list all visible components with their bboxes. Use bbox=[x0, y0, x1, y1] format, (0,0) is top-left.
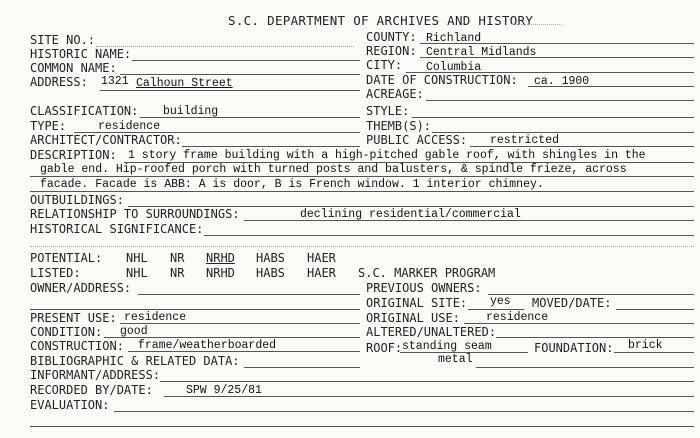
classification-line bbox=[140, 117, 360, 118]
section-divider bbox=[30, 246, 694, 247]
historical-significance-line bbox=[204, 235, 694, 236]
public-access-line bbox=[470, 146, 694, 147]
description-line-2: gable end. Hip-roofed porch with turned posts and balusters, & spindle frieze, across bbox=[40, 163, 627, 176]
original-site-line bbox=[468, 309, 524, 310]
relationship-value: declining residential/commercial bbox=[300, 208, 521, 221]
owner-address-line bbox=[138, 294, 360, 295]
potential-haer: HAER bbox=[307, 251, 336, 265]
foundation-line bbox=[614, 352, 694, 353]
listed-nhl: NHL bbox=[126, 266, 148, 280]
potential-nr: NR bbox=[170, 251, 185, 265]
common-name-line bbox=[120, 74, 360, 75]
site-no-line bbox=[96, 46, 354, 47]
listed-nrhd: NRHD bbox=[206, 266, 235, 280]
architect-line bbox=[182, 146, 360, 147]
county-line bbox=[420, 43, 694, 44]
original-site-value: yes bbox=[490, 295, 511, 308]
acreage-label: ACREAGE: bbox=[366, 87, 424, 101]
bibliographic-line-2 bbox=[476, 367, 694, 368]
site-no-label: SITE NO.: bbox=[30, 33, 96, 47]
description-rule-3 bbox=[30, 191, 694, 192]
present-use-line bbox=[120, 323, 360, 324]
condition-line bbox=[104, 337, 360, 338]
present-use-label: PRESENT USE: bbox=[30, 311, 117, 325]
date-of-construction-line bbox=[528, 86, 694, 87]
original-use-line bbox=[464, 323, 694, 324]
listed-haer: HAER bbox=[307, 266, 336, 280]
foundation-label: FOUNDATION: bbox=[534, 341, 614, 355]
altered-line bbox=[496, 337, 694, 338]
region-label: REGION: bbox=[366, 44, 417, 58]
bibliographic-label: BIBLIOGRAPHIC & RELATED DATA: bbox=[30, 354, 240, 368]
style-label: STYLE: bbox=[366, 104, 410, 118]
construction-value: frame/weatherboarded bbox=[138, 339, 277, 352]
listed-label: LISTED: bbox=[30, 266, 81, 280]
owner-address-line-2 bbox=[30, 309, 360, 310]
historic-name-line bbox=[132, 60, 360, 61]
relationship-line bbox=[244, 220, 694, 221]
style-line bbox=[412, 117, 694, 118]
construction-line bbox=[128, 351, 360, 352]
previous-owners-line bbox=[488, 294, 694, 295]
outbuildings-label: OUTBUILDINGS: bbox=[30, 193, 124, 207]
classification-label: CLASSIFICATION: bbox=[30, 104, 139, 118]
address-number: 1321 bbox=[101, 75, 129, 88]
evaluation-label: EVALUATION: bbox=[30, 398, 110, 412]
relationship-label: RELATIONSHIP TO SURROUNDINGS: bbox=[30, 207, 240, 221]
header-dots bbox=[512, 24, 562, 25]
address-street: Calhoun Street bbox=[136, 77, 233, 90]
architect-label: ARCHITECT/CONTRACTOR: bbox=[30, 133, 182, 147]
listed-nr: NR bbox=[170, 266, 185, 280]
recorded-by-line bbox=[164, 396, 694, 397]
listed-habs: HABS bbox=[256, 266, 285, 280]
city-label: CITY: bbox=[366, 58, 403, 72]
description-line-1: 1 story frame building with a high-pitched gable roof, with shingles in the bbox=[128, 149, 646, 162]
public-access-label: PUBLIC ACCESS: bbox=[366, 133, 468, 147]
present-use-value: residence bbox=[124, 311, 187, 324]
informant-line bbox=[160, 381, 694, 382]
themes-line bbox=[432, 132, 694, 133]
card-title: S.C. DEPARTMENT OF ARCHIVES AND HISTORY bbox=[228, 13, 534, 28]
description-label: DESCRIPTION: bbox=[30, 148, 117, 162]
type-label: TYPE: bbox=[30, 119, 67, 133]
date-of-construction-value: ca. 1900 bbox=[534, 75, 590, 88]
informant-label: INFORMANT/ADDRESS: bbox=[30, 368, 161, 382]
original-site-label: ORIGINAL SITE: bbox=[366, 296, 468, 310]
city-value: Columbia bbox=[426, 61, 482, 74]
county-value: Richland bbox=[426, 32, 482, 45]
altered-label: ALTERED/UNALTERED: bbox=[366, 325, 497, 339]
address-label: ADDRESS: bbox=[30, 75, 88, 89]
original-use-label: ORIGINAL USE: bbox=[366, 311, 460, 325]
recorded-by-label: RECORDED BY/DATE: bbox=[30, 383, 153, 397]
themes-label: THEMB(S): bbox=[366, 119, 432, 133]
potential-nhl: NHL bbox=[126, 251, 148, 265]
address-line bbox=[100, 90, 360, 91]
historical-significance-label: HISTORICAL SIGNIFICANCE: bbox=[30, 222, 204, 236]
classification-value: building bbox=[163, 105, 219, 118]
original-use-value: residence bbox=[486, 311, 549, 324]
description-rule-2 bbox=[30, 176, 694, 177]
moved-date-label: MOVED/DATE: bbox=[532, 296, 612, 310]
marker-program-label: S.C. MARKER PROGRAM bbox=[358, 266, 496, 280]
evaluation-line-2 bbox=[30, 426, 694, 427]
roof-label: ROOF: bbox=[366, 341, 403, 355]
description-line-3: facade. Facade is ABB: A is door, B is French window. 1 interior chimney. bbox=[40, 178, 544, 191]
potential-habs: HABS bbox=[256, 251, 285, 265]
potential-nrhd: NRHD bbox=[206, 251, 235, 265]
condition-value: good bbox=[120, 325, 148, 338]
foundation-value: brick bbox=[628, 339, 663, 352]
type-value: residence bbox=[98, 120, 161, 133]
roof-value-1: standing seam bbox=[402, 340, 492, 353]
moved-date-line bbox=[616, 309, 694, 310]
acreage-line bbox=[426, 100, 694, 101]
owner-address-label: OWNER/ADDRESS: bbox=[30, 281, 132, 295]
evaluation-line bbox=[114, 411, 694, 412]
county-label: COUNTY: bbox=[366, 30, 417, 44]
common-name-label: COMMON NAME: bbox=[30, 61, 117, 75]
date-of-construction-label: DATE OF CONSTRUCTION: bbox=[366, 73, 518, 87]
previous-owners-label: PREVIOUS OWNERS: bbox=[366, 281, 482, 295]
bibliographic-line bbox=[244, 367, 360, 368]
potential-label: POTENTIAL: bbox=[30, 251, 103, 265]
recorded-by-value: SPW 9/25/81 bbox=[186, 384, 262, 397]
construction-label: CONSTRUCTION: bbox=[30, 339, 124, 353]
condition-label: CONDITION: bbox=[30, 325, 103, 339]
historic-name-label: HISTORIC NAME: bbox=[30, 47, 132, 61]
roof-value-2: metal bbox=[438, 353, 473, 366]
region-value: Central Midlands bbox=[426, 46, 537, 59]
roof-line bbox=[400, 352, 528, 353]
region-line bbox=[420, 57, 694, 58]
public-access-value: restricted bbox=[490, 134, 560, 147]
